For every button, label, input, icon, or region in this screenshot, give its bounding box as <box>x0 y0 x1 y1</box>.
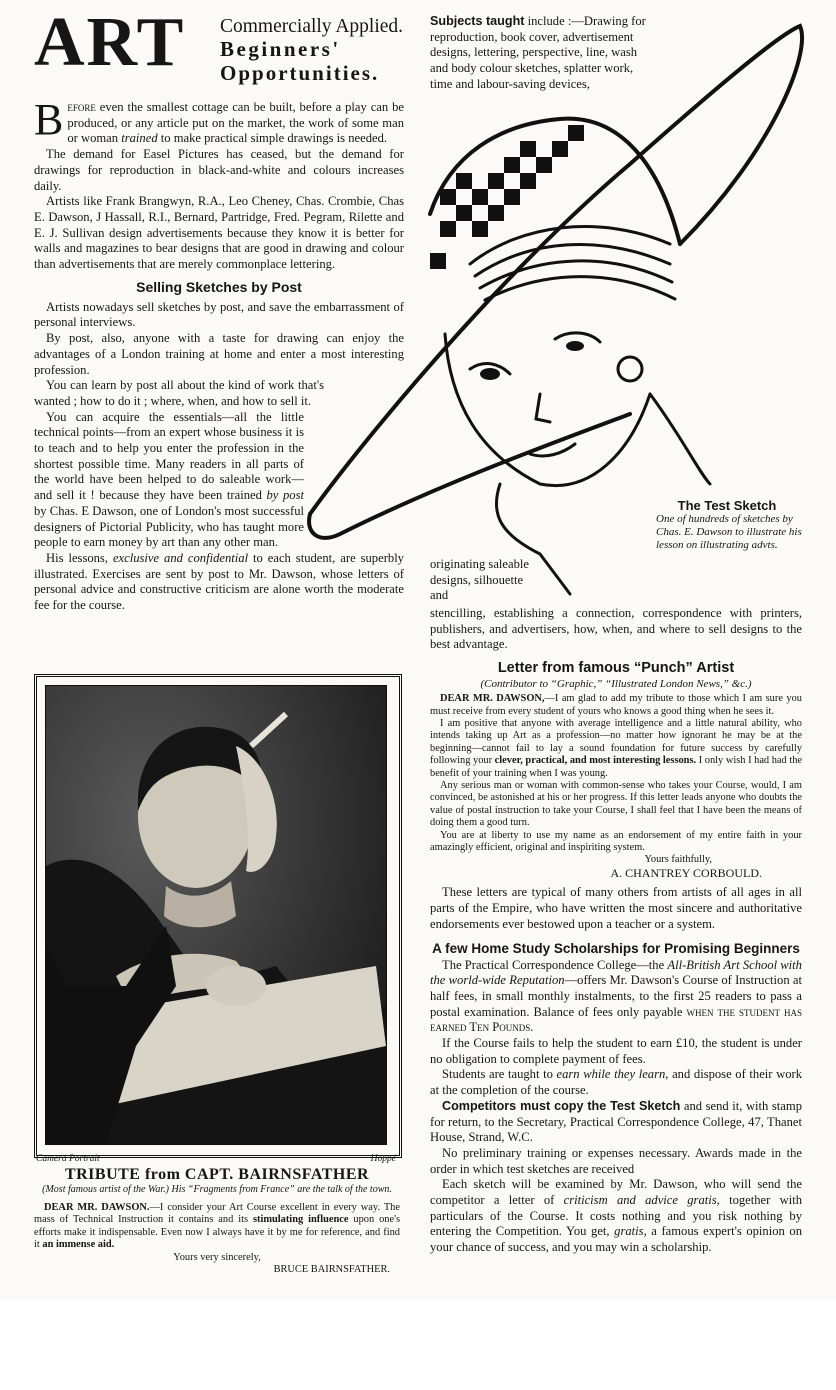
subjects-continued: originating saleable designs, silhouette and <box>430 557 529 603</box>
punch-letter-1 <box>430 693 802 718</box>
typical-letters: These letters are typical of many others from artists of all ages in all parts of the Empire, who have written the most sincere and authoritative endorsements ever bestowed upon a teacher or a system. <box>430 885 802 931</box>
scholarships-p1-em: All-British Art School with the world-wide Reputation <box>430 957 802 988</box>
test-sketch-title: The Test Sketch <box>677 498 777 513</box>
selling-paragraph-2: By post, also, anyone with a taste for drawing can enjoy the advantages of a London training at home and enter a most interesting profession. <box>34 331 404 377</box>
punch-letter-4: You are at liberty to use my name as an endorsement of my entire faith in your amazingly efficient, original and inspiriting system. <box>430 829 802 853</box>
scholarships-p5: No preliminary training or expenses necessary. Awards made in the order in which test sketches are received <box>430 1145 802 1176</box>
photo-credit-right: Hoppé <box>370 1154 396 1164</box>
intro-emphasis: trained <box>121 131 158 146</box>
test-sketch-description: One of hundreds of sketches by Chas. E. Dawson to illustrate his lesson on illustrating advts. <box>656 513 802 551</box>
intro-paragraph-2: The demand for Easel Pictures has ceased, but the demand for drawings for reproduction in black-and-white and colours increases daily. <box>34 147 404 193</box>
masthead-subtitle-1: Commercially Applied. <box>220 16 404 37</box>
tribute-letter <box>34 1202 400 1252</box>
scholarships-p4-rest: and send it, with stamp for return, to the Secretary, Practical Correspondence College, 47, Thanet House, Strand, W.C. <box>430 1098 802 1145</box>
punch-salutation: DEAR MR. DAWSON, <box>440 693 545 705</box>
selling-paragraph-3: You can learn by post all about the kind of work that's wanted ; how to do it ; where, when, and how to sell it. <box>34 378 324 408</box>
photo-credit-left: Camera Portrait <box>36 1154 100 1164</box>
selling-p4-emphasis: by post <box>266 488 305 503</box>
scholarships-p1-a: The Practical Correspondence College—the <box>442 957 668 972</box>
scholarships-p6-a: Each sketch will be examined by Mr. Dawson, who will send the competitor a letter of <box>430 1177 802 1208</box>
portrait-frame <box>34 674 402 1158</box>
selling-p5-text: His lessons, <box>46 550 113 565</box>
tribute-signature: BRUCE BAIRNSFATHER. <box>273 1264 390 1276</box>
scholarships-p6-c: a famous expert's opinion on your chance of success, and you may win a scholarship. <box>430 1224 802 1255</box>
right-column-top <box>430 14 654 93</box>
portrait-illustration <box>46 686 386 1144</box>
scholarships-p4 <box>430 1099 802 1146</box>
intro-text: even the smallest cottage can be built, before a play can be produced, or any article put on the market, the work of some man or woman <box>67 100 404 146</box>
tribute-body-c: upon one's efforts make it indispensable. Even now I always have it by me for reference, and find it <box>34 1214 400 1251</box>
masthead-title: ART <box>34 4 186 81</box>
bairnsfather-tribute <box>34 1166 400 1277</box>
scholarships-p3-b: and dispose of their work at the completion of the course. <box>430 1067 802 1098</box>
tribute-body-a: —I consider your Art Course excellent in every way. The mass of Technical Instruction it contains and its <box>34 1202 400 1226</box>
selling-p5-emphasis: exclusive and confidential <box>112 550 249 565</box>
subjects-continued-2: stencilling, establishing a connection, correspondence with printers, publishers, and advertisers, how, when, and where to sell designs to the best advantage. <box>430 606 802 652</box>
scholarships-p3-a: Students are taught to <box>442 1067 557 1082</box>
scholarships-p3 <box>430 1067 802 1098</box>
scholarships-p1 <box>430 958 802 1037</box>
masthead-subtitle-3: Opportunities. <box>220 61 380 85</box>
punch-letter-2 <box>430 718 802 780</box>
scholarships-p4-bold: Competitors must copy the Test Sketch <box>442 1098 681 1113</box>
scholarships-p6-em2: gratis, <box>614 1224 647 1239</box>
right-column <box>430 606 802 1256</box>
selling-p5-text-end: to each student, are superbly illustrated. Exercises are sent by post to Mr. Dawson, whose letters of personal advice and constructive criticism are alone worth the moderate fee for the course. <box>34 550 404 613</box>
tribute-body-d: an immense aid. <box>42 1239 115 1251</box>
test-sketch-caption <box>652 498 802 552</box>
punch-closing: Yours faithfully, <box>644 854 712 866</box>
photo-credit-row <box>36 1154 396 1164</box>
subjects-lead: Subjects taught <box>430 14 525 28</box>
scholarships-p1-b: —offers Mr. Dawson's Course of Instruction at half fees, in small monthly instalments, to the first 25 readers to pass a postal examination. Balance of fees only payable <box>430 973 802 1019</box>
selling-p4-text-end: by Chas. E Dawson, one of London's most successful designers of Pictorial Publicity, who has taught more people to earn money by art than any other man. <box>34 503 304 550</box>
punch-signature: A. CHANTREY CORBOULD. <box>610 865 762 880</box>
tribute-body-b: stimulating influence <box>252 1214 349 1226</box>
punch-heading: Letter from famous “Punch” Artist <box>497 660 735 677</box>
punch-p1: —I am glad to add my tribute to those which I am sure you must receive from every student of yours who knows a good thing when he sees it. <box>430 693 802 717</box>
scholarships-p6-b: together with particulars of the Course. It costs nothing and you risk nothing by entering the Competition. You get, <box>430 1193 802 1239</box>
subjects-text: include :—Drawing for reproduction, book cover, advertisement designs, lettering, perspective, line, wash and body colour sketches, splatter work, time and labour-saving devices, <box>430 14 646 91</box>
punch-subtitle: (Contributor to “Graphic,” “Illustrated London News,” &c.) <box>480 678 752 691</box>
scholarships-p1-sc: when the student has earned Ten Pounds. <box>430 1004 803 1035</box>
tribute-subtitle: (Most famous artist of the War.) His “Fragments from France” are the talk of the town. <box>42 1184 392 1195</box>
tribute-closing: Yours very sincerely, <box>173 1251 261 1263</box>
punch-p2-a: I am positive that anyone with average intelligence and a little natural ability, who intends taking up Art as a profession—no matter how ignorant he may be at the beginning—cannot fail to lay a sound foundation for future success by carefully following your <box>430 717 802 767</box>
selling-heading: Selling Sketches by Post <box>136 278 302 295</box>
punch-p2-b: clever, practical, and most interesting lessons. <box>494 755 697 767</box>
scholarships-p6-em: criticism and advice gratis, <box>563 1193 720 1208</box>
scholarships-heading: A few Home Study Scholarships for Promising Beginners <box>432 940 800 956</box>
selling-p4-text: You can acquire the essentials—all the little technical points—from an expert whose business it is to teach and to help you enter the profession in the shortest possible time. Many readers in all parts of the world have been helped to do saleable work—and sell it ! because they have been trained <box>34 409 304 503</box>
subjects-continuation <box>430 557 652 604</box>
masthead-subtitle-2: Beginners' <box>220 37 341 61</box>
tribute-title: TRIBUTE from CAPT. BAIRNSFATHER <box>64 1166 370 1183</box>
selling-paragraph-1: Artists nowadays sell sketches by post, and save the embarrassment of personal interviews. <box>34 299 404 330</box>
scholarships-p6 <box>430 1177 802 1256</box>
intro-text-end: to make practical simple drawings is needed. <box>157 131 388 146</box>
scholarships-p2: If the Course fails to help the student to earn £10, the student is under no obligation to complete payment of fees. <box>430 1036 802 1066</box>
portrait-photo <box>45 685 387 1145</box>
subjects-taught <box>430 14 654 93</box>
intro-first-word: efore <box>67 100 96 114</box>
intro-paragraph-3: Artists like Frank Brangwyn, R.A., Leo Cheney, Chas. Crombie, Chas E. Dawson, J Hassall, R.I., Bernard, Partridge, Fred. Pegram, Rilette and E. J. Sullivan design advertisements because they know it is better for walls and magazines to bear designs that are good in drawing and colour than advertisements that are merely commonplace lettering. <box>34 194 404 272</box>
selling-paragraph-4 <box>34 410 304 551</box>
scholarships-p3-em: earn while they learn, <box>556 1067 669 1082</box>
punch-p2-c: I only wish I had had the benefit of your training when I was young. <box>430 755 803 779</box>
drop-cap: B <box>34 95 64 144</box>
punch-letter-3: Any serious man or woman with common-sense who takes your Course, would, I am convinced, be astonished at his or her progress. If this letter leads anyone who doubts the value of postal instruction to take your Course, I shall feel that I have been the means of doing them a good turn. <box>430 779 802 829</box>
tribute-salutation: DEAR MR. DAWSON. <box>44 1202 150 1213</box>
